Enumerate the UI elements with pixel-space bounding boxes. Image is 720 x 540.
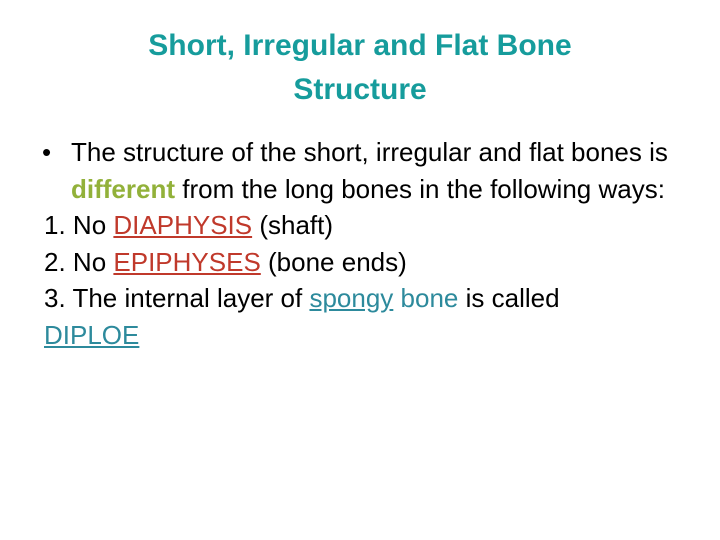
bullet-marker: • — [42, 137, 52, 167]
term-bone: bone — [393, 283, 459, 313]
slide-title — [60, 24, 660, 112]
item-text-before: The internal layer of — [72, 283, 310, 313]
list-item-2 — [44, 244, 694, 281]
list-item-3-continued — [44, 317, 694, 354]
bullet-text-after: from the long bones in the following ways: — [175, 173, 665, 204]
list-item-3 — [44, 280, 694, 317]
term-diploe: DIPLOE — [44, 319, 140, 350]
item-text-before: No — [72, 246, 114, 277]
item-number: 2. — [44, 246, 66, 277]
bullet-paragraph — [44, 134, 694, 207]
term-diaphysis: DIAPHYSIS — [113, 210, 253, 240]
item-number: 1. — [44, 210, 66, 240]
bullet-text-before: The structure of the short, irregular and flat bones is — [71, 137, 668, 167]
item-text-before: No — [72, 210, 114, 240]
item-text-after: (shaft) — [252, 210, 334, 240]
title-line-2: Structure — [293, 73, 427, 106]
slide-body — [44, 134, 694, 353]
item-text-after: is called — [458, 283, 560, 313]
list-item-1 — [44, 207, 694, 244]
item-text-after: (bone ends) — [260, 246, 407, 277]
title-line-1: Short, Irregular and Flat Bone — [148, 29, 572, 62]
term-epiphyses: EPIPHYSES — [113, 246, 261, 277]
term-spongy: spongy — [309, 283, 394, 313]
item-number: 3. — [44, 283, 66, 313]
highlight-different: different — [71, 173, 175, 204]
